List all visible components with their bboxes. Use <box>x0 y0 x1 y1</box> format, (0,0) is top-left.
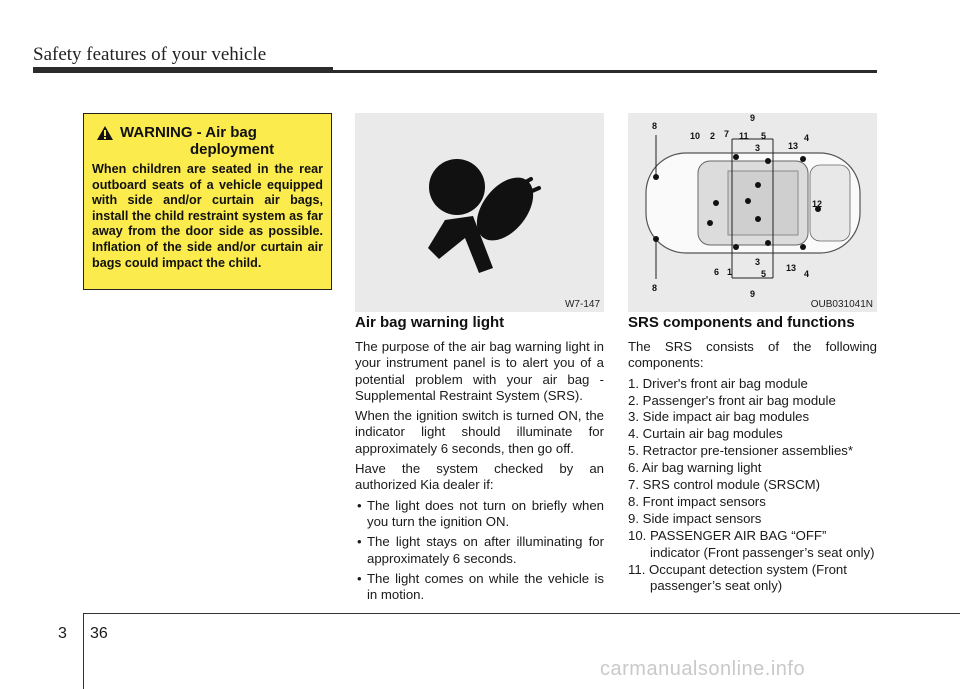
list-item: • The light does not turn on briefly when you turn the ignition ON. <box>357 497 604 529</box>
callout-1: 1 <box>727 267 733 277</box>
paragraph: When the ignition switch is turned ON, the indicator light should illuminate for approximately 6 seconds, then go off. <box>355 408 604 456</box>
list-item: 1. Driver's front air bag module <box>628 375 808 391</box>
list-item: 8. Front impact sensors <box>628 493 766 509</box>
list-item: • The light comes on while the vehicle is in motion. <box>357 570 604 603</box>
component-list <box>628 376 877 596</box>
srs-components-section <box>628 314 877 595</box>
callout-3-top: 3 <box>755 143 761 153</box>
srs-components-figure <box>628 113 877 312</box>
warning-heading <box>92 124 323 141</box>
page-number: 36 <box>90 625 108 642</box>
list-item: 4. Curtain air bag modules <box>628 426 783 442</box>
callout-9-bottom: 9 <box>750 289 756 299</box>
paragraph: The SRS consists of the following components: <box>628 339 877 371</box>
section-title: Air bag warning light <box>355 314 505 331</box>
warning-box <box>83 113 332 290</box>
list-item: 3. Side impact air bag modules <box>628 409 810 425</box>
list-item: 10. PASSENGER AIR BAG “OFF” indicator (Front passenger’s seat only) <box>628 527 875 560</box>
callout-13-top: 13 <box>788 141 799 151</box>
page-header-title: Safety features of your vehicle <box>33 44 267 65</box>
airbag-warning-figure <box>355 113 604 312</box>
callout-10: 10 <box>690 131 701 141</box>
callout-11: 11 <box>739 131 749 141</box>
callout-5-bottom: 5 <box>761 269 767 279</box>
callout-9-top: 9 <box>750 113 756 123</box>
chapter-number: 3 <box>58 625 67 642</box>
callout-7: 7 <box>724 129 730 139</box>
paragraph: The purpose of the air bag warning light in your instrument panel is to alert you of a potential problem with your air bag - Supplemental Restraint System (SRS). <box>355 339 604 403</box>
footer-divider <box>83 613 84 689</box>
condition-list <box>355 498 604 604</box>
paragraph: Have the system checked by an authorized Kia dealer if: <box>355 461 604 493</box>
header-rule <box>33 70 877 73</box>
callout-6: 6 <box>714 267 720 277</box>
callout-5-top: 5 <box>761 131 767 141</box>
list-item: 7. SRS control module (SRSCM) <box>628 477 821 493</box>
list-item: • The light stays on after illuminating for approximately 6 seconds. <box>357 534 604 566</box>
figure-code: OUB031041N <box>810 299 873 310</box>
callout-8-bottom: 8 <box>652 283 658 293</box>
callout-4-top: 4 <box>804 133 810 143</box>
footer-rule <box>83 613 960 614</box>
section-title: SRS components and functions <box>628 314 855 331</box>
warning-text: When children are seated in the rear outboard seats of a vehicle equipped with side and/or curtain air bags, install the child restraint system as far away from the door side as possible. Inflation of the side and/or curtain air bags could impact the child. <box>92 162 323 270</box>
car-topview-diagram <box>628 113 877 312</box>
figure-code: W7-147 <box>564 299 600 310</box>
warning-subtitle: deployment <box>190 141 275 158</box>
callout-12: 12 <box>812 199 823 209</box>
airbag-warning-icon <box>355 113 604 312</box>
warning-triangle-icon <box>96 125 114 141</box>
list-item: 11. Occupant detection system (Front passenger’s seat only) <box>628 561 847 594</box>
callout-4-bottom: 4 <box>804 269 810 279</box>
callout-3-bottom: 3 <box>755 257 761 267</box>
warning-title: WARNING - Air bag <box>120 124 257 141</box>
list-item: 2. Passenger's front air bag module <box>628 392 836 408</box>
list-item: 6. Air bag warning light <box>628 460 762 476</box>
callout-8-top: 8 <box>652 121 658 131</box>
airbag-light-section <box>355 314 604 607</box>
list-item: 5. Retractor pre-tensioner assemblies* <box>628 443 854 459</box>
callout-2: 2 <box>710 131 716 141</box>
watermark: carmanualsonline.info <box>600 658 806 680</box>
list-item: 9. Side impact sensors <box>628 510 762 526</box>
callout-13-bottom: 13 <box>786 263 797 273</box>
